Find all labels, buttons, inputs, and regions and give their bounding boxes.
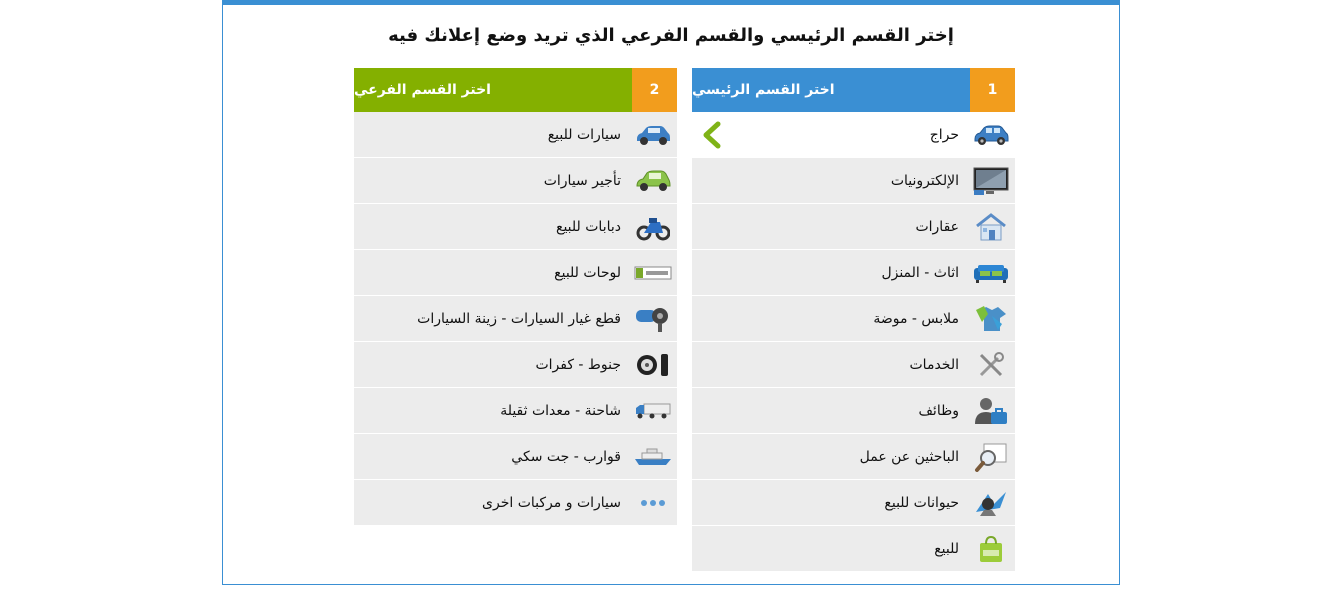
sub-item-motorcycles[interactable] [354,204,677,250]
clothes-icon [967,296,1015,341]
main-item-for-sale[interactable] [692,526,1015,572]
main-item-fashion[interactable] [692,296,1015,342]
main-item-electronics[interactable] [692,158,1015,204]
step-badge-2: 2 [632,68,677,112]
chevron-left-icon [700,121,724,149]
main-item-label: وظائف [918,402,959,419]
magnifier-icon [967,434,1015,479]
sub-item-label: قوارب - جت سكي [511,448,621,465]
truck-icon [629,388,677,433]
main-item-label: للبيع [934,540,959,557]
sub-item-license-plates[interactable] [354,250,677,296]
sub-item-wheels[interactable] [354,342,677,388]
main-item-label: ملابس - موضة [873,310,959,327]
main-item-haraj[interactable] [692,112,1015,158]
car-sale-icon [629,112,677,157]
main-category-panel [692,68,1015,572]
monitor-icon [967,158,1015,203]
main-item-label: عقارات [915,218,959,235]
house-icon [967,204,1015,249]
license-plate-icon [629,250,677,295]
main-item-label: اثاث - المنزل [881,264,959,281]
boat-icon [629,434,677,479]
wheel-icon [629,342,677,387]
sofa-icon [967,250,1015,295]
animals-icon [967,480,1015,525]
dots-icon [629,480,677,525]
sub-item-cars-for-sale[interactable] [354,112,677,158]
page-title: إختر القسم الرئيسي والقسم الفرعي الذي تريد وضع إعلانك فيه [388,25,954,46]
sub-item-car-rental[interactable] [354,158,677,204]
sub-item-other-vehicles[interactable] [354,480,677,526]
motorcycle-icon [629,204,677,249]
sub-category-panel [354,68,677,526]
main-item-label: حيوانات للبيع [884,494,959,511]
main-item-label: الخدمات [909,356,959,373]
category-selector-frame [222,0,1120,585]
sub-item-label: سيارات و مركبات اخرى [482,494,621,511]
main-item-jobs[interactable] [692,388,1015,434]
sub-item-label: قطع غيار السيارات - زينة السيارات [417,310,621,327]
main-item-label: حراج [929,126,959,143]
sale-bag-icon [967,526,1015,571]
sub-category-header [354,68,677,112]
car-parts-icon [629,296,677,341]
sub-item-label: دبابات للبيع [556,218,621,235]
worker-icon [967,388,1015,433]
sub-item-boats[interactable] [354,434,677,480]
sub-item-car-parts[interactable] [354,296,677,342]
sub-item-label: جنوط - كفرات [535,356,621,373]
step-badge-1: 1 [970,68,1015,112]
main-item-furniture[interactable] [692,250,1015,296]
sub-item-label: تأجير سيارات [543,172,621,189]
main-category-header-label: اختر القسم الرئيسي [692,68,970,112]
main-item-real-estate[interactable] [692,204,1015,250]
green-car-icon [629,158,677,203]
sub-category-header-label: اختر القسم الفرعي [354,68,632,112]
sub-item-label: لوحات للبيع [554,264,621,281]
main-item-animals[interactable] [692,480,1015,526]
main-category-header [692,68,1015,112]
main-item-label: الباحثين عن عمل [859,448,959,465]
car-icon [967,112,1015,157]
main-item-services[interactable] [692,342,1015,388]
tools-icon [967,342,1015,387]
sub-item-trucks[interactable] [354,388,677,434]
main-item-label: الإلكترونيات [890,172,959,189]
main-item-job-seekers[interactable] [692,434,1015,480]
sub-item-label: سيارات للبيع [547,126,621,143]
sub-item-label: شاحنة - معدات ثقيلة [500,402,621,419]
